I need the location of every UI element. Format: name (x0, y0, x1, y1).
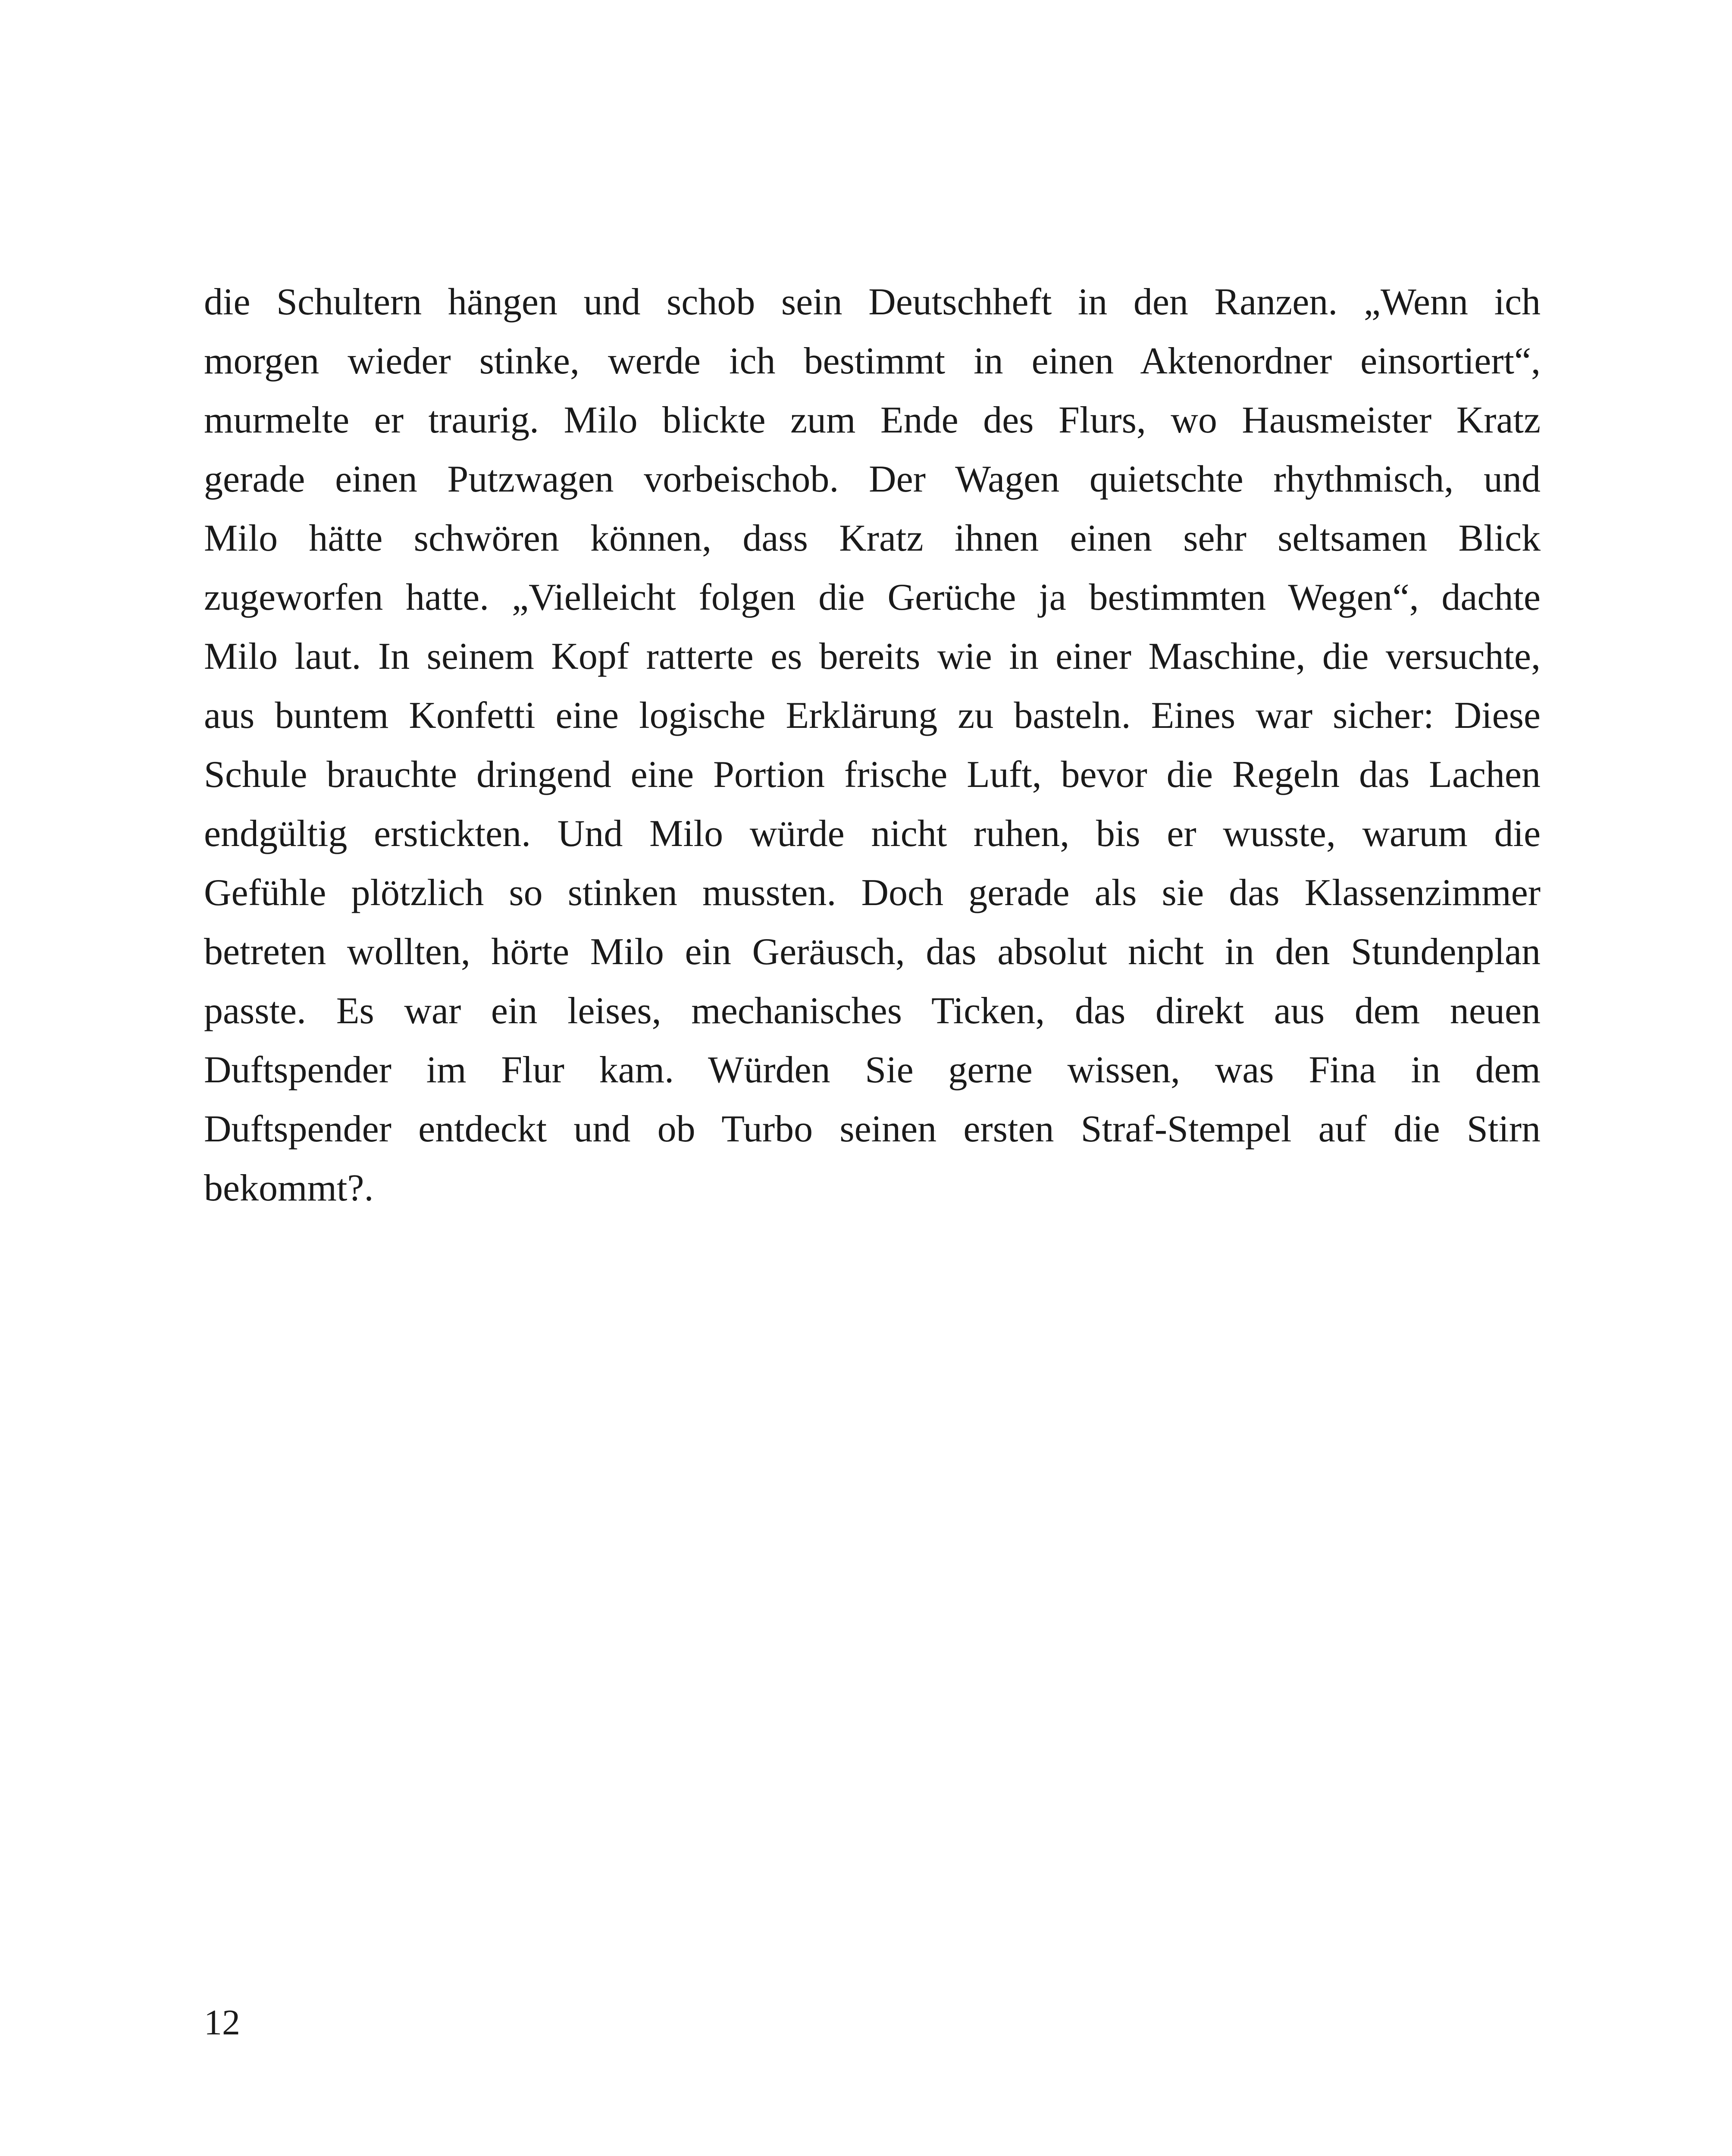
text-line: Schule brauchte dringend eine Portion frische Luft, bevor die Regeln das Lachen (204, 754, 1541, 796)
body-paragraph (204, 273, 1541, 1218)
text-line: Milo laut. In seinem Kopf ratterte es bereits wie in einer Maschine, die versuchte, (204, 636, 1541, 677)
text-line: passte. Es war ein leises, mechanisches Ticken, das direkt aus dem neuen (204, 990, 1541, 1032)
text-line: Duftspender entdeckt und ob Turbo seinen ersten Straf-Stempel auf die Stirn (204, 1108, 1541, 1150)
text-line: Duftspender im Flur kam. Würden Sie gerne wissen, was Fina in dem (204, 1049, 1541, 1091)
text-line: gerade einen Putzwagen vorbeischob. Der Wagen quietschte rhythmisch, und (204, 458, 1541, 500)
text-line: Milo hätte schwören können, dass Kratz ihnen einen sehr seltsamen Blick (204, 517, 1541, 559)
page-number: 12 (204, 2002, 240, 2043)
text-line: Gefühle plötzlich so stinken mussten. Doch gerade als sie das Klassenzimmer (204, 872, 1541, 914)
text-line: endgültig erstickten. Und Milo würde nicht ruhen, bis er wusste, warum die (204, 813, 1541, 855)
text-line: betreten wollten, hörte Milo ein Geräusch, das absolut nicht in den Stundenplan (204, 931, 1541, 973)
text-line: murmelte er traurig. Milo blickte zum Ende des Flurs, wo Hausmeister Kratz (204, 399, 1541, 441)
text-line: bekommt?. (204, 1167, 374, 1209)
text-line: zugeworfen hatte. „Vielleicht folgen die Gerüche ja bestimmten Wegen“, dachte (204, 577, 1541, 618)
text-line: morgen wieder stinke, werde ich bestimmt in einen Aktenordner einsortiert“, (204, 340, 1541, 382)
text-line: aus buntem Konfetti eine logische Erklärung zu basteln. Eines war sicher: Diese (204, 695, 1541, 736)
text-line: die Schultern hängen und schob sein Deutschheft in den Ranzen. „Wenn ich (204, 281, 1541, 323)
